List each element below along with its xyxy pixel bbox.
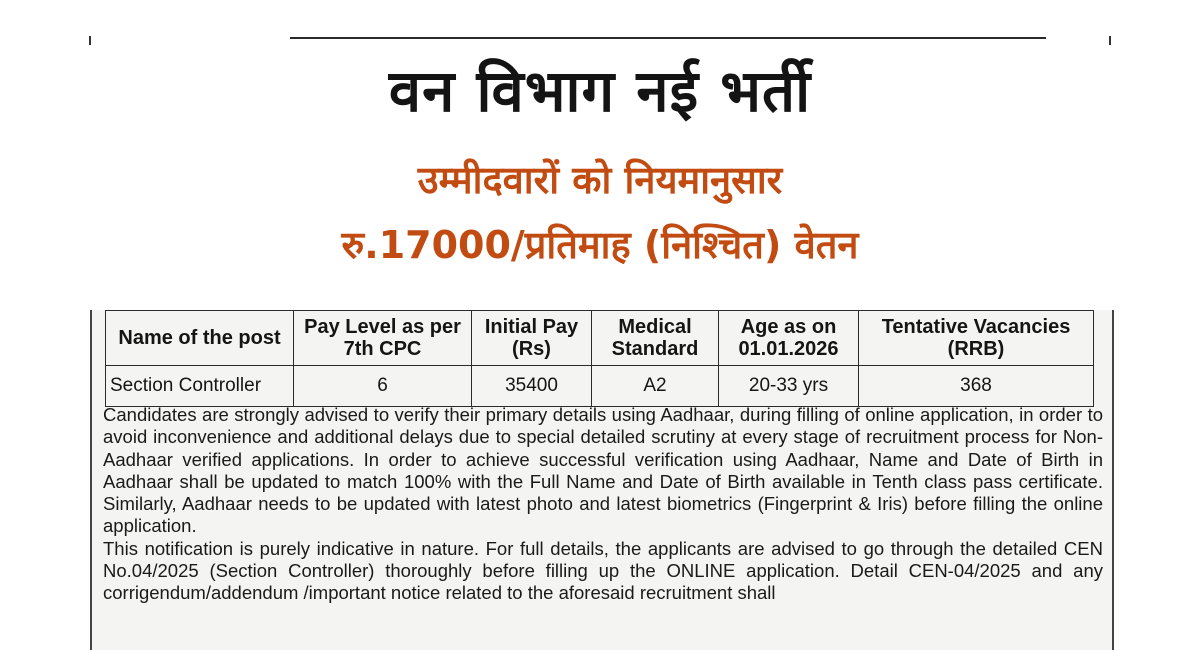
table-header-row — [106, 311, 1094, 366]
left-corner-mark — [89, 36, 91, 45]
table-row — [106, 366, 1094, 407]
notice-paragraph-aadhaar: Candidates are strongly advised to verify their primary details using Aadhaar, during filling of online application, in order to avoid inconvenience and additional delays due to special detailed scrutiny at every stage of recruitment process for Non-Aadhaar verified applications. In order to achieve successful verification using Aadhaar, Name and Date of Birth in Aadhaar shall be updated to match 100% with the Full Name and Date of Birth available in Tenth class pass certificate. Similarly, Aadhaar needs to be updated with latest photo and latest biometrics (Fingerprint & Iris) before filling the online application. — [103, 404, 1103, 537]
header-post-name: Name of the post — [106, 311, 294, 366]
page-title: वन विभाग नई भर्ती — [388, 57, 812, 125]
cell-initial-pay: 35400 — [472, 366, 592, 407]
notice-body — [103, 404, 1103, 605]
right-corner-mark — [1109, 36, 1111, 45]
notice-paragraph-disclaimer: This notification is purely indicative in nature. For full details, the applicants are advised to go through the detailed CEN No.04/2025 (Section Controller) thoroughly before filling up the ONLINE application. Detail CEN-04/2025 and any corrigendum/addendum /important notice related to the aforesaid recruitment shall — [103, 537, 1103, 604]
subtitle-line-2: रु.17000/प्रतिमाह (निश्चित) वेतन — [341, 223, 859, 267]
scan-edge-line — [290, 37, 1046, 39]
vacancy-table — [105, 310, 1094, 407]
header-medical-standard: Medical Standard — [592, 311, 719, 366]
cell-pay-level: 6 — [294, 366, 472, 407]
header-initial-pay: Initial Pay (Rs) — [472, 311, 592, 366]
cell-post-name: Section Controller — [106, 366, 294, 407]
cell-medical-standard: A2 — [592, 366, 719, 407]
header-pay-level: Pay Level as per 7th CPC — [294, 311, 472, 366]
header-age: Age as on 01.01.2026 — [719, 311, 859, 366]
subtitle-line-1: उम्मीदवारों को नियमानुसार — [417, 158, 783, 202]
scanned-notice — [90, 310, 1114, 650]
cell-age: 20-33 yrs — [719, 366, 859, 407]
cell-vacancies: 368 — [859, 366, 1094, 407]
header-vacancies: Tentative Vacancies (RRB) — [859, 311, 1094, 366]
